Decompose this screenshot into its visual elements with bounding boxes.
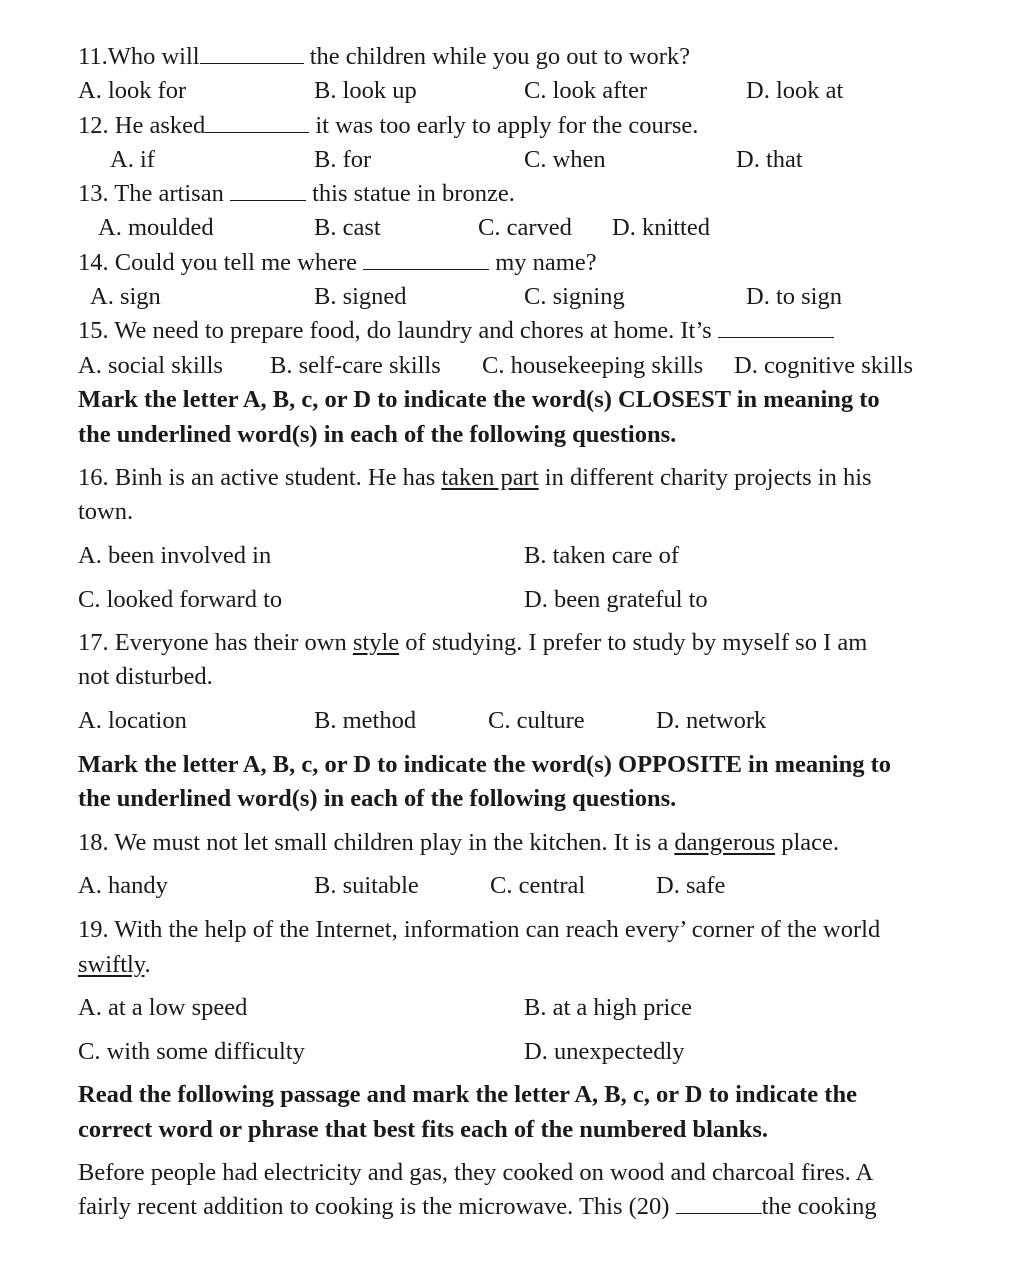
question-15 <box>78 316 834 346</box>
q19-option-c: C. with some difficulty <box>78 1038 305 1065</box>
question-11-text-after: the children while you go out to work? <box>303 43 691 70</box>
question-19-text-after: . <box>144 951 151 978</box>
q14-option-b: B. signed <box>314 283 407 310</box>
underlined-word: dangerous <box>674 829 776 856</box>
q12-option-d: D. that <box>736 146 803 173</box>
q17-option-b: B. method <box>314 707 417 734</box>
question-12 <box>78 111 698 141</box>
q14-option-d: D. to sign <box>746 283 842 310</box>
question-12-text-after: it was too early to apply for the course. <box>309 112 699 139</box>
answer-blank <box>676 1193 762 1214</box>
question-11-text-before: 11.Who will <box>78 43 200 70</box>
question-16 <box>78 463 872 493</box>
q13-option-c: C. carved <box>478 214 572 241</box>
answer-blank <box>718 317 834 338</box>
q15-option-c: C. housekeeping skills <box>482 352 704 379</box>
q18-option-c: C. central <box>490 872 586 899</box>
section-instruction-opposite: Mark the letter A, B, c, or D to indicate the word(s) OPPOSITE in meaning to <box>78 751 891 778</box>
question-14 <box>78 248 597 278</box>
q17-option-a: A. location <box>78 707 187 734</box>
q14-option-c: C. signing <box>524 283 625 310</box>
question-18 <box>78 828 839 858</box>
q16-option-a: A. been involved in <box>78 542 272 569</box>
q18-option-a: A. handy <box>78 872 168 899</box>
q11-option-c: C. look after <box>524 77 648 104</box>
section-instruction-closest: Mark the letter A, B, c, or D to indicate the word(s) CLOSEST in meaning to <box>78 386 880 413</box>
q17-option-d: D. network <box>656 707 767 734</box>
q15-option-a: A. social skills <box>78 352 223 379</box>
q13-option-b: B. cast <box>314 214 381 241</box>
q18-option-d: D. safe <box>656 872 726 899</box>
q18-option-b: B. suitable <box>314 872 419 899</box>
q11-option-d: D. look at <box>746 77 844 104</box>
question-15-text: 15. We need to prepare food, do laundry and chores at home. It’s <box>78 317 718 344</box>
q14-option-a: A. sign <box>90 283 161 310</box>
question-19-line2 <box>78 950 151 980</box>
q13-option-d: D. knitted <box>612 214 710 241</box>
question-13-text-before: 13. The artisan <box>78 180 230 207</box>
q16-option-d: D. been grateful to <box>524 586 708 613</box>
q16-option-c: C. looked forward to <box>78 586 283 613</box>
q19-option-a: A. at a low speed <box>78 994 248 1021</box>
question-18-text-after: place. <box>775 829 839 856</box>
question-12-text-before: 12. He asked <box>78 112 206 139</box>
question-17 <box>78 628 867 658</box>
question-18-text-before: 18. We must not let small children play in the kitchen. It is a <box>78 829 675 856</box>
question-19: 19. With the help of the Internet, information can reach every’ corner of the world <box>78 916 881 943</box>
section-instruction-opposite-line2: the underlined word(s) in each of the following questions. <box>78 785 677 812</box>
underlined-word: taken part <box>441 464 539 491</box>
section-instruction-closest-line2: the underlined word(s) in each of the following questions. <box>78 421 677 448</box>
q11-option-b: B. look up <box>314 77 417 104</box>
underlined-word: style <box>352 629 400 656</box>
question-17-line2: not disturbed. <box>78 663 213 690</box>
q17-option-c: C. culture <box>488 707 585 734</box>
question-17-text-before: 17. Everyone has their own <box>78 629 353 656</box>
question-13 <box>78 179 515 209</box>
passage-text-before: fairly recent addition to cooking is the microwave. This (20) <box>78 1193 676 1220</box>
question-16-line2: town. <box>78 498 134 525</box>
q12-option-c: C. when <box>524 146 606 173</box>
q15-option-b: B. self-care skills <box>270 352 441 379</box>
question-14-text-after: my name? <box>489 249 597 276</box>
question-16-text-after: in different charity projects in his <box>538 464 872 491</box>
q13-option-a: A. moulded <box>98 214 214 241</box>
q16-option-b: B. taken care of <box>524 542 680 569</box>
question-11 <box>78 42 690 72</box>
passage-line-2 <box>78 1192 877 1222</box>
question-13-text-after: this statue in bronze. <box>305 180 515 207</box>
question-14-text-before: 14. Could you tell me where <box>78 249 364 276</box>
q12-option-b: B. for <box>314 146 372 173</box>
section-instruction-passage-line2: correct word or phrase that best fits each of the numbered blanks. <box>78 1116 769 1143</box>
answer-blank <box>200 43 304 64</box>
passage-line-1: Before people had electricity and gas, they cooked on wood and charcoal fires. A <box>78 1159 874 1186</box>
q19-option-b: B. at a high price <box>524 994 693 1021</box>
underlined-word: swiftly <box>78 951 145 978</box>
answer-blank <box>230 180 306 201</box>
answer-blank <box>205 112 309 133</box>
q15-option-d: D. cognitive skills <box>734 352 913 379</box>
section-instruction-passage: Read the following passage and mark the letter A, B, c, or D to indicate the <box>78 1081 857 1108</box>
question-17-text-after: of studying. I prefer to study by myself so I am <box>399 629 868 656</box>
q11-option-a: A. look for <box>78 77 187 104</box>
q19-option-d: D. unexpectedly <box>524 1038 685 1065</box>
q12-option-a: A. if <box>110 146 155 173</box>
passage-text-after: the cooking <box>761 1193 877 1220</box>
question-16-text-before: 16. Binh is an active student. He has <box>78 464 442 491</box>
answer-blank <box>363 249 489 270</box>
